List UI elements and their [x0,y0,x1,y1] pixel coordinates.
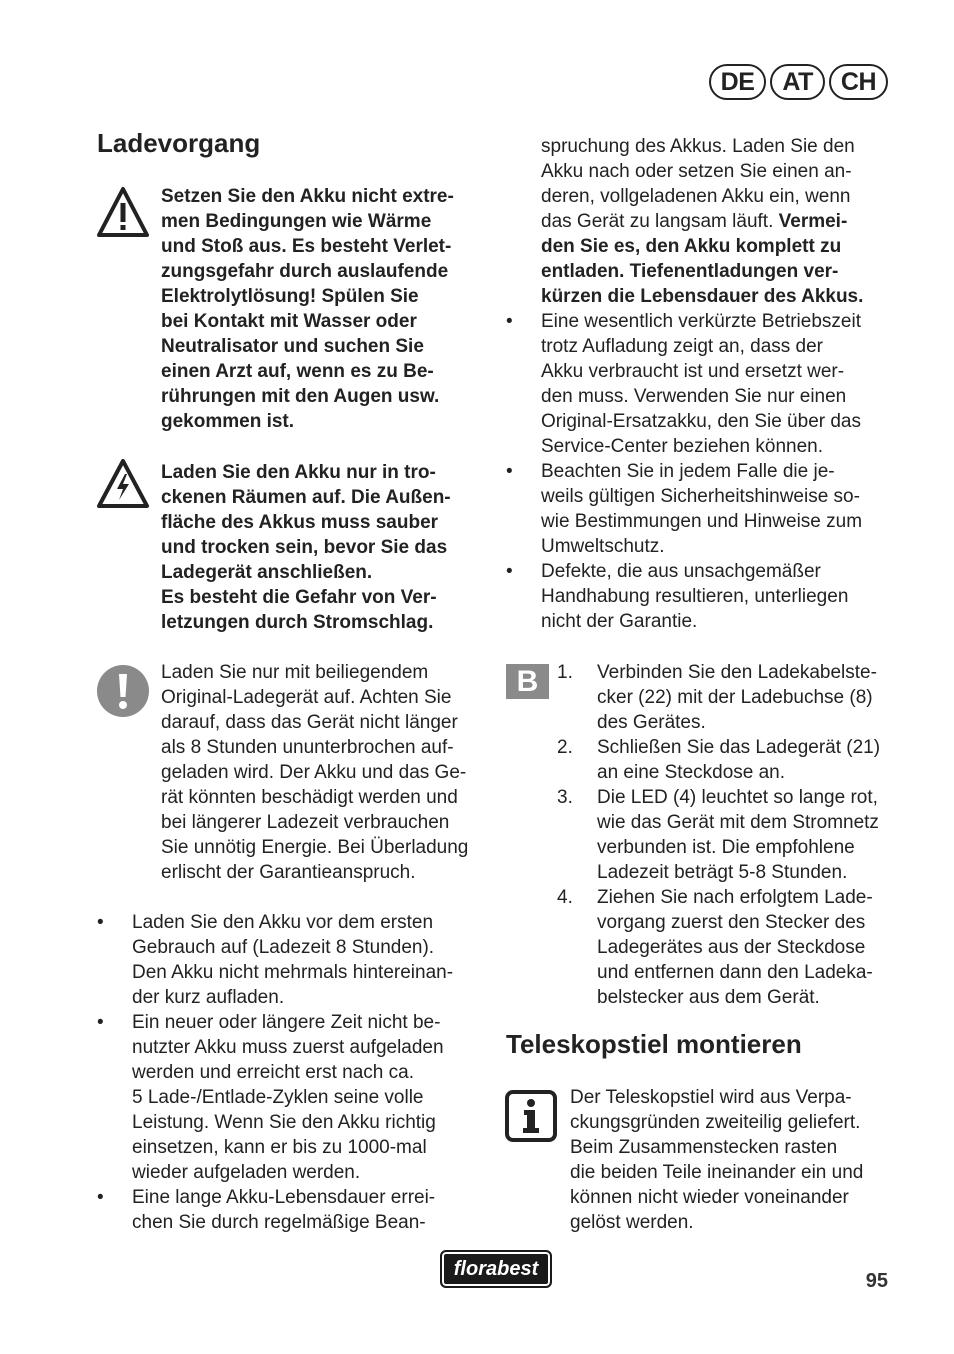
step-item: 1. Verbinden Sie den Ladekabelste- cker (22) mit der Ladebuchse (8) des Gerätes. [557,662,877,733]
lang-badge-ch: CH [829,64,888,100]
warning-icon [96,186,150,240]
language-badges [709,64,888,100]
step-item: 3. Die LED (4) leuchtet so lange rot, wie das Gerät mit dem Stromnetz verbunden ist. Die empfohlene Ladezeit beträgt 5-8 Stunden. [557,787,879,883]
warning-text-electric-shock: Laden Sie den Akku nur in tro- ckenen Räumen auf. Die Außen- fläche des Akkus muss sauber und trocken sein, bevor Sie das Ladegerät anschließen. Es besteht die Gefahr von Ver- letzungen durch Stromschlag. [161,462,451,633]
warning-text-akku-conditions: Setzen Sie den Akku nicht extre- men Bedingungen wie Wärme und Stoß aus. Es besteht Verlet- zungsgefahr durch auslaufende Elektrolytlösung! Spülen Sie bei Kontakt mit Wasser oder Neutralisator und suchen Sie einen Arzt auf, wenn es zu Be- rührungen mit den Augen usw. gekommen ist. [161,186,454,432]
step-item: 2. Schließen Sie das Ladegerät (21) an eine Steckdose an. [557,737,881,783]
lang-badge-de: DE [709,64,767,100]
list-item: • Laden Sie den Akku vor dem ersten Gebrauch auf (Ladezeit 8 Stunden). Den Akku nicht mehrmals hintereinan- der kurz aufladen. [97,910,497,1010]
figure-reference-b: B [506,664,549,699]
info-icon [505,1090,557,1142]
section-heading-ladevorgang: Ladevorgang [97,128,261,158]
charging-steps [557,660,902,1010]
list-item: • Defekte, die aus unsachgemäßer Handhabung resultieren, unterliegen nicht der Garantie. [506,559,901,634]
list-item: • Eine wesentlich verkürzte Betriebszeit trotz Aufladung zeigt an, dass der Akku verbraucht ist und ersetzt wer- den muss. Verwenden Sie nur einen Original-Ersatzakku, den Sie über das Service-Center beziehen können. [506,309,901,459]
attention-icon [96,664,150,718]
left-bullet-list [97,910,497,1235]
note-text-charger: Laden Sie nur mit beiliegendem Original-Ladegerät auf. Achten Sie darauf, dass das Gerät nicht länger als 8 Stunden ununterbrochen auf- geladen wird. Der Akku und das Ge- rät könnten beschädigt werden und bei längerer Ladezeit verbrauchen Sie unnötig Energie. Bei Überladung erlischt der Garantieanspruch. [161,662,469,883]
lang-badge-at: AT [770,64,824,100]
list-item: • Ein neuer oder längere Zeit nicht be- nutzter Akku muss zuerst aufgeladen werden und erreicht erst nach ca. 5 Lade-/Entlade-Zyklen seine volle Leistung. Wenn Sie den Akku richtig einsetzen, kann er bis zu 1000-mal wieder aufgeladen werden. [97,1010,497,1185]
step-item: 4. Ziehen Sie nach erfolgtem Lade- vorgang zuerst den Stecker des Ladegerätes aus der Steckdose und entfernen dann den Ladeka- belstecker aus dem Gerät. [557,887,873,1008]
section-heading-teleskopstiel: Teleskopstiel montieren [506,1029,802,1059]
list-item: • Beachten Sie in jedem Falle die je- weils gültigen Sicherheitshinweise so- wie Bestimmungen und Hinweise zum Umweltschutz. [506,459,901,559]
florabest-logo: florabest [440,1250,552,1288]
list-item: • Eine lange Akku-Lebensdauer errei- chen Sie durch regelmäßige Bean- [97,1185,497,1235]
page-number: 95 [865,1270,888,1292]
electric-shock-warning-icon [96,458,150,510]
right-bullet-list [506,309,901,634]
continuation-paragraph: spruchung des Akkus. Laden Sie den Akku nach oder setzen Sie einen an- deren, vollgeladenen Akku ein, wenn das Gerät zu langsam läuft. Vermei- den Sie es, den Akku komplett zu entladen. Tiefenentladungen ver- kürzen die Lebensdauer des Akkus. [541,136,864,307]
info-text-teleskopstiel: Der Teleskopstiel wird aus Verpa- ckungsgründen zweiteilig geliefert. Beim Zusammenstecken rasten die beiden Teile ineinander ein und können nicht wieder voneinander gelöst werden. [570,1087,864,1233]
